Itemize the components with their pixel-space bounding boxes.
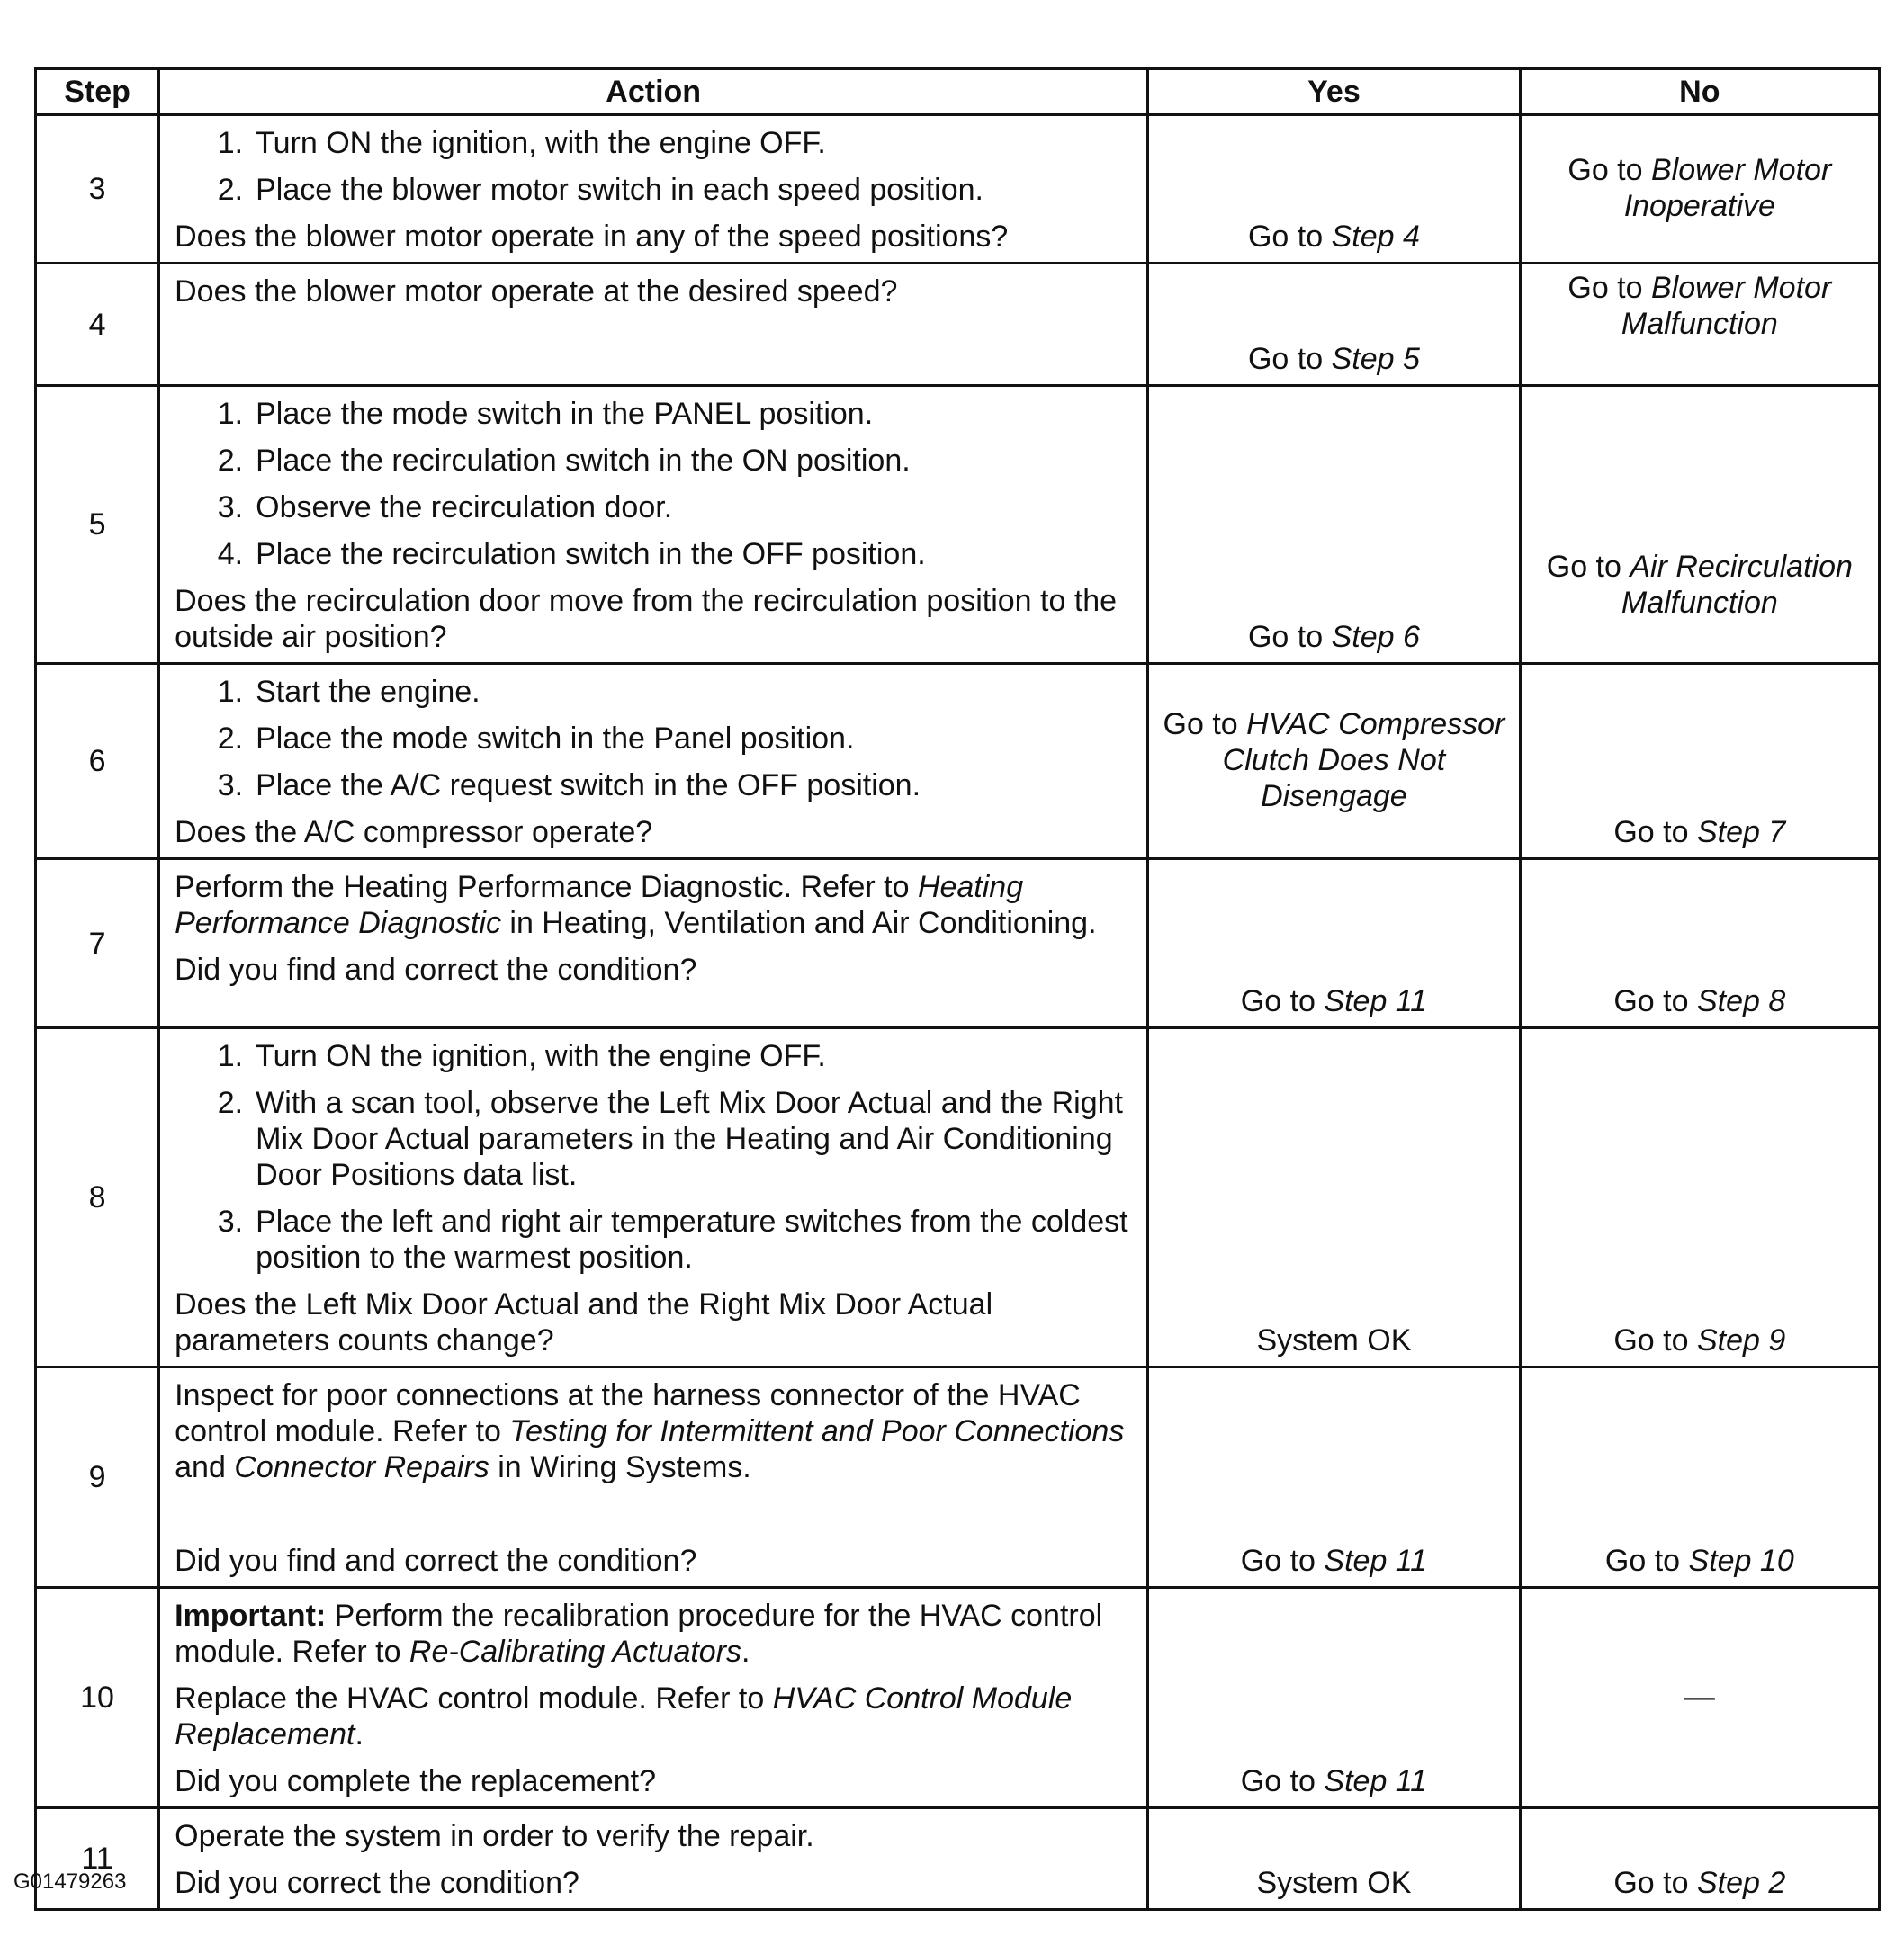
procedure-link[interactable]: Blower Motor Inoperative bbox=[1623, 153, 1832, 223]
figure-id: G01479263 bbox=[13, 1869, 127, 1894]
no-cell: Go to Step 7 bbox=[1520, 664, 1879, 859]
procedure-link[interactable]: Testing for Intermittent and Poor Connections bbox=[509, 1414, 1125, 1448]
table-row-step-4 bbox=[36, 264, 1880, 386]
yes-cell: Go to Step 6 bbox=[1148, 386, 1520, 664]
step-link[interactable]: Step 11 bbox=[1324, 1764, 1428, 1798]
procedure-link[interactable]: HVAC Compressor Clutch Does Not Disengage bbox=[1222, 707, 1505, 813]
question: Did you correct the condition? bbox=[175, 1866, 579, 1900]
table-row-step-3 bbox=[36, 115, 1880, 264]
yes-cell: System OK bbox=[1148, 1808, 1520, 1910]
question: Did you find and correct the condition? bbox=[175, 1544, 697, 1578]
instruction-text: Replace the HVAC control module. Refer to HVAC Control Module Replacement. bbox=[175, 1681, 1073, 1752]
table-row-step-9 bbox=[36, 1367, 1880, 1588]
table-row-step-6 bbox=[36, 664, 1880, 859]
step-number: 5 bbox=[36, 386, 159, 664]
action-cell bbox=[159, 264, 1148, 386]
yes-cell: Go to Step 5 bbox=[1148, 264, 1520, 386]
important-note: Important: Perform the recalibration procedure for the HVAC control module. Refer to Re-Calibrating Actuators. bbox=[175, 1599, 1103, 1669]
action-cell bbox=[159, 115, 1148, 264]
diagnostic-table-container bbox=[34, 67, 1881, 1911]
question: Does the blower motor operate at the desired speed? bbox=[175, 274, 898, 309]
yes-cell: System OK bbox=[1148, 1028, 1520, 1367]
procedure-link[interactable]: Heating Performance Diagnostic bbox=[175, 870, 1024, 940]
list-item: 3. Place the A/C request switch in the OFF position. bbox=[217, 768, 921, 802]
action-cell bbox=[159, 386, 1148, 664]
important-label: Important: bbox=[175, 1599, 327, 1633]
yes-cell: Go to Step 11 bbox=[1148, 859, 1520, 1028]
procedure-link[interactable]: Air Recirculation Malfunction bbox=[1621, 550, 1853, 620]
list-item: 1. Turn ON the ignition, with the engine OFF. bbox=[217, 1039, 826, 1073]
step-number: 7 bbox=[36, 859, 159, 1028]
step-link[interactable]: Step 2 bbox=[1696, 1866, 1786, 1900]
question: Did you complete the replacement? bbox=[175, 1764, 656, 1798]
header-yes: Yes bbox=[1148, 69, 1520, 115]
table-row-step-7 bbox=[36, 859, 1880, 1028]
table-row-step-10 bbox=[36, 1588, 1880, 1808]
header-no: No bbox=[1520, 69, 1879, 115]
table-row-step-5 bbox=[36, 386, 1880, 664]
yes-cell: Go to Step 11 bbox=[1148, 1588, 1520, 1808]
no-cell: Go to Step 2 bbox=[1520, 1808, 1879, 1910]
action-cell bbox=[159, 664, 1148, 859]
step-link[interactable]: Step 10 bbox=[1688, 1544, 1794, 1578]
action-cell bbox=[159, 1588, 1148, 1808]
step-number: 9 bbox=[36, 1367, 159, 1588]
action-cell bbox=[159, 1367, 1148, 1588]
step-link[interactable]: Step 9 bbox=[1696, 1323, 1786, 1358]
step-link[interactable]: Step 7 bbox=[1696, 815, 1786, 849]
no-cell: Go to Air Recirculation Malfunction bbox=[1520, 386, 1879, 664]
procedure-link[interactable]: Blower Motor Malfunction bbox=[1621, 271, 1832, 341]
action-cell bbox=[159, 859, 1148, 1028]
question: Did you find and correct the condition? bbox=[175, 953, 697, 987]
header-action: Action bbox=[159, 69, 1148, 115]
no-cell: Go to Step 8 bbox=[1520, 859, 1879, 1028]
step-link[interactable]: Step 5 bbox=[1331, 342, 1420, 376]
procedure-link[interactable]: Re-Calibrating Actuators bbox=[409, 1635, 742, 1669]
step-number: 3 bbox=[36, 115, 159, 264]
list-item: 4. Place the recirculation switch in the OFF position. bbox=[217, 537, 926, 571]
step-link[interactable]: Step 6 bbox=[1331, 620, 1420, 654]
step-link[interactable]: Step 11 bbox=[1324, 1544, 1428, 1578]
list-item: 1. Start the engine. bbox=[217, 675, 480, 709]
list-item: 2. Place the mode switch in the Panel position. bbox=[217, 722, 855, 756]
step-number: 6 bbox=[36, 664, 159, 859]
list-item: 3. Place the left and right air temperature switches from the coldest position to the warmest position. bbox=[217, 1205, 1128, 1275]
step-link[interactable]: Step 4 bbox=[1331, 220, 1420, 254]
step-number: 11 bbox=[36, 1808, 159, 1910]
question: Does the recirculation door move from the recirculation position to the outside air position? bbox=[175, 584, 1118, 654]
question: Does the Left Mix Door Actual and the Right Mix Door Actual parameters counts change? bbox=[175, 1287, 993, 1358]
instruction-text: Operate the system in order to verify the repair. bbox=[175, 1819, 814, 1853]
procedure-link[interactable]: Connector Repairs bbox=[234, 1450, 489, 1484]
header-row bbox=[36, 69, 1880, 115]
header-step: Step bbox=[36, 69, 159, 115]
table-row-step-11 bbox=[36, 1808, 1880, 1910]
step-number: 8 bbox=[36, 1028, 159, 1367]
instruction-text: Perform the Heating Performance Diagnostic. Refer to Heating Performance Diagnostic in Heating, Ventilation and Air Conditioning. bbox=[175, 870, 1097, 940]
step-number: 10 bbox=[36, 1588, 159, 1808]
yes-cell: Go to Step 4 bbox=[1148, 115, 1520, 264]
list-item: 1. Place the mode switch in the PANEL position. bbox=[217, 397, 874, 431]
question: Does the blower motor operate in any of the speed positions? bbox=[175, 220, 1009, 254]
table-row-step-8 bbox=[36, 1028, 1880, 1367]
step-number: 4 bbox=[36, 264, 159, 386]
step-link[interactable]: Step 8 bbox=[1696, 984, 1786, 1018]
list-item: 2. With a scan tool, observe the Left Mix Door Actual and the Right Mix Door Actual parameters in the Heating and Air Conditioning Door Positions data list. bbox=[217, 1086, 1123, 1192]
procedure-link[interactable]: HVAC Control Module Replacement bbox=[175, 1681, 1073, 1752]
yes-cell: Go to Step 11 bbox=[1148, 1367, 1520, 1588]
no-cell: Go to Blower Motor Inoperative bbox=[1520, 115, 1879, 264]
list-item: 1. Turn ON the ignition, with the engine OFF. bbox=[217, 126, 826, 160]
action-cell bbox=[159, 1808, 1148, 1910]
no-cell: Go to Blower Motor Malfunction bbox=[1520, 264, 1879, 386]
no-cell: Go to Step 9 bbox=[1520, 1028, 1879, 1367]
instruction-text: Inspect for poor connections at the harness connector of the HVAC control module. Refer to Testing for Intermittent and Poor Connections and Connector Repairs in Wiring Systems. bbox=[175, 1378, 1125, 1484]
diagnostic-table bbox=[34, 67, 1881, 1911]
action-cell bbox=[159, 1028, 1148, 1367]
step-link[interactable]: Step 11 bbox=[1324, 984, 1428, 1018]
question: Does the A/C compressor operate? bbox=[175, 815, 653, 849]
list-item: 2. Place the blower motor switch in each speed position. bbox=[217, 173, 984, 207]
no-cell: Go to Step 10 bbox=[1520, 1367, 1879, 1588]
no-cell: — bbox=[1520, 1588, 1879, 1808]
yes-cell: Go to HVAC Compressor Clutch Does Not Disengage bbox=[1148, 664, 1520, 859]
list-item: 3. Observe the recirculation door. bbox=[217, 490, 673, 524]
list-item: 2. Place the recirculation switch in the ON position. bbox=[217, 444, 911, 478]
